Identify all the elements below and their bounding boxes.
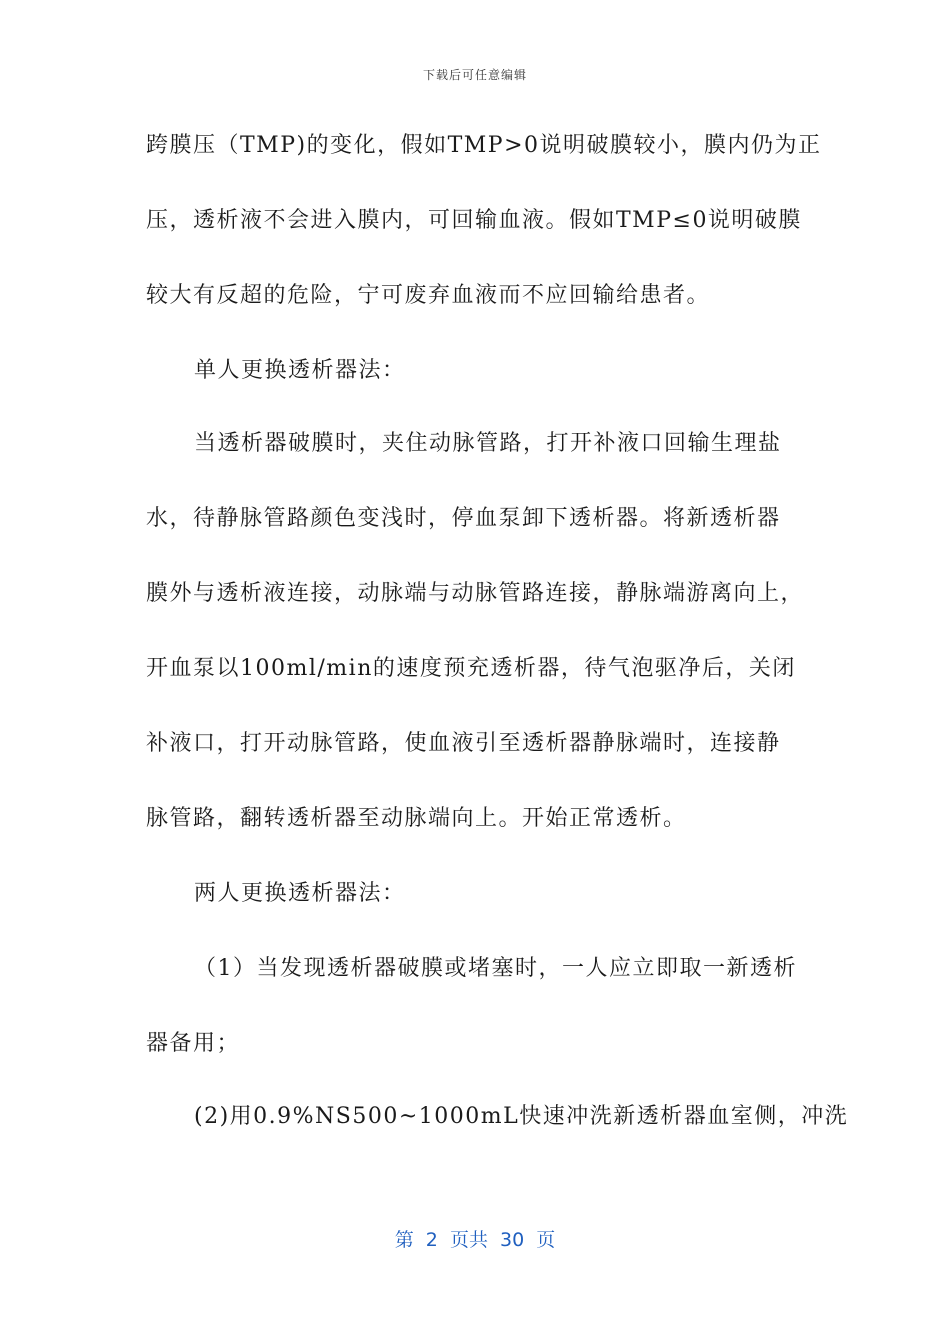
text-line: 跨膜压（TMP)的变化，假如TMP>0说明破膜较小，膜内仍为正 [146,133,822,158]
header-note: 下载后可任意编辑 [422,68,527,82]
text-line: 补液口，打开动脉管路，使血液引至透析器静脉端时，连接静 [146,731,781,756]
text-line: （1）当发现透析器破膜或堵塞时，一人应立即取一新透析 [194,956,797,981]
section-heading: 单人更换透析器法： [194,358,406,383]
text-line: (2)用0.9%NS500~1000mL快速冲洗新透析器血室侧，冲洗 [194,1104,849,1129]
text-line: 膜外与透析液连接，动脉端与动脉管路连接，静脉端游离向上， [146,581,805,606]
text-line: 器备用； [146,1031,241,1056]
text-line: 水，待静脉管路颜色变浅时，停血泵卸下透析器。将新透析器 [146,506,781,531]
text-line: 开血泵以100ml/min的速度预充透析器，待气泡驱净后，关闭 [146,656,796,681]
section-heading: 两人更换透析器法： [194,881,406,906]
text-line: 较大有反超的危险，宁可废弃血液而不应回输给患者。 [146,283,711,308]
text-line: 当透析器破膜时，夹住动脉管路，打开补液口回输生理盐 [194,431,782,456]
text-line: 脉管路，翻转透析器至动脉端向上。开始正常透析。 [146,806,687,831]
text-line: 压，透析液不会进入膜内，可回输血液。假如TMP≤0说明破膜 [146,208,802,233]
page-number-footer: 第 2 页共 30 页 [394,1229,556,1251]
